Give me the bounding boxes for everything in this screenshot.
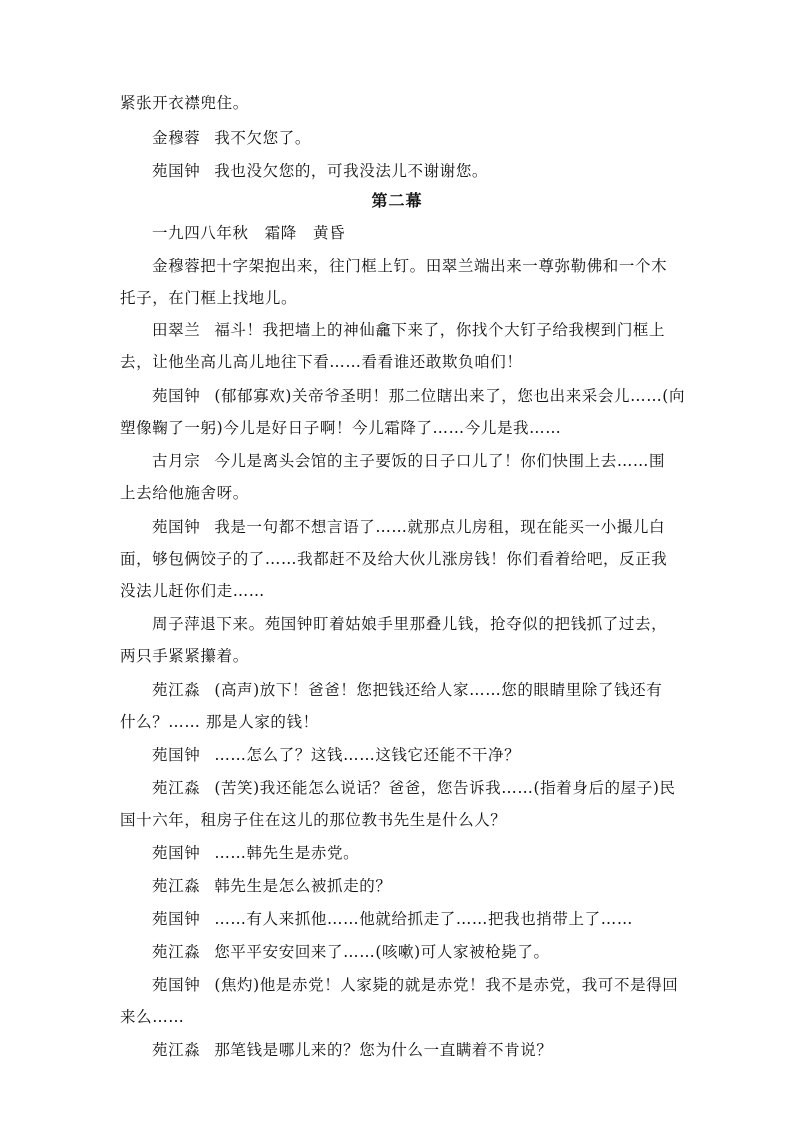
- dialogue-line: [0, 942, 794, 962]
- stage-direction: [0, 614, 794, 634]
- dialogue-line: [0, 712, 794, 732]
- narration-text: 紧张开衣襟兜住。: [120, 94, 249, 112]
- speaker-name: 苑国钟: [152, 844, 201, 862]
- dialogue-text: 我不欠您了。: [214, 129, 311, 147]
- dialogue-line: [0, 680, 794, 700]
- dialogue-line: [0, 451, 794, 471]
- dialogue-line: [0, 778, 794, 798]
- dialogue-text: 面，够包俩饺子的了……我都赶不及给大伙儿涨房钱！你们看着给吧，反正我: [120, 550, 668, 568]
- dialogue-text: 上去给他施舍呀。: [120, 484, 249, 502]
- speaker-name: 苑国钟: [152, 518, 201, 536]
- speaker-name: 苑江淼: [152, 943, 201, 961]
- dialogue-line: [0, 745, 794, 765]
- dialogue-line: [0, 161, 794, 181]
- speaker-name: 苑国钟: [152, 910, 201, 928]
- dialogue-text: 我是一句都不想言语了……就那点儿房租，现在能买一小撮儿白: [214, 518, 666, 536]
- speaker-name: 苑国钟: [152, 162, 201, 180]
- dialogue-text: ……韩先生是赤党。: [214, 844, 360, 862]
- dialogue-text: 今儿是离头会馆的主子要饭的日子口儿了！你们快围上去……围: [214, 452, 666, 470]
- text-line: [0, 93, 794, 113]
- dialogue-line: [0, 975, 794, 995]
- dialogue-text: 去，让他坐高儿高儿地往下看……看看谁还敢欺负咱们！: [120, 353, 523, 371]
- dialogue-line: [0, 1040, 794, 1060]
- scene-heading: 一九四八年秋 霜降 黄昏: [152, 224, 346, 242]
- dialogue-text: (郁郁寡欢)关帝爷圣明！那二位瞎出来了，您也出来采会儿……(向: [214, 387, 686, 405]
- dialogue-text: (焦灼)他是赤党！人家毙的就是赤党！我不是赤党，我可不是得回: [214, 976, 679, 994]
- speaker-name: 苑国钟: [152, 387, 201, 405]
- stage-direction-text: 两只手紧紧攥着。: [120, 647, 249, 665]
- dialogue-text: 没法儿赶你们走……: [120, 582, 265, 600]
- stage-direction: [0, 646, 794, 666]
- speaker-name: 田翠兰: [152, 321, 201, 339]
- dialogue-text: ……怎么了？这钱……这钱它还能不干净？: [214, 746, 521, 764]
- dialogue-text: 您平平安安回来了……(咳嗽)可人家被枪毙了。: [214, 943, 550, 961]
- dialogue-text: 塑像鞠了一躬)今儿是好日子啊！今儿霜降了……今儿是我……: [120, 419, 562, 437]
- dialogue-line: [0, 549, 794, 569]
- dialogue-line: [0, 581, 794, 601]
- dialogue-text: 我也没欠您的，可我没法儿不谢谢您。: [214, 162, 489, 180]
- dialogue-line: [0, 418, 794, 438]
- dialogue-line: [0, 352, 794, 372]
- speaker-name: 苑江淼: [152, 779, 201, 797]
- stage-direction: [0, 288, 794, 308]
- dialogue-line: [0, 483, 794, 503]
- speaker-name: 古月宗: [152, 452, 201, 470]
- act-title: 第二幕: [371, 191, 423, 210]
- dialogue-text: 什么？…… 那是人家的钱！: [120, 713, 319, 731]
- speaker-name: 苑江淼: [152, 681, 201, 699]
- dialogue-text: (苦笑)我还能怎么说话？爸爸，您告诉我……(指着身后的屋子)民: [214, 779, 676, 797]
- stage-direction-text: 托子，在门框上找地儿。: [120, 289, 298, 307]
- speaker-name: 苑国钟: [152, 976, 201, 994]
- dialogue-text: 那笔钱是哪儿来的？您为什么一直瞒着不肯说？: [214, 1041, 553, 1059]
- speaker-name: 苑江淼: [152, 1041, 201, 1059]
- stage-direction-text: 周子萍退下来。苑国钟盯着姑娘手里那叠儿钱，抢夺似的把钱抓了过去，: [152, 615, 668, 633]
- speaker-name: 苑国钟: [152, 746, 201, 764]
- dialogue-line: [0, 876, 794, 896]
- speaker-name: 金穆蓉: [152, 129, 201, 147]
- dialogue-text: 福斗！我把墙上的神仙龕下来了，你找个大钉子给我楔到门框上: [214, 321, 666, 339]
- dialogue-line: [0, 386, 794, 406]
- dialogue-line: [0, 1007, 794, 1027]
- dialogue-line: [0, 320, 794, 340]
- dialogue-text: ……有人来抓他……他就给抓走了……把我也捎带上了……: [214, 910, 633, 928]
- dialogue-text: 来么……: [120, 1008, 185, 1026]
- dialogue-line: [0, 909, 794, 929]
- dialogue-line: [0, 128, 794, 148]
- dialogue-line: [0, 843, 794, 863]
- dialogue-text: 韩先生是怎么被抓走的？: [214, 877, 392, 895]
- dialogue-text: (高声)放下！爸爸！您把钱还给人家……您的眼睛里除了钱还有: [214, 681, 663, 699]
- speaker-name: 苑江淼: [152, 877, 201, 895]
- dialogue-line: [0, 517, 794, 537]
- dialogue-line: [0, 810, 794, 830]
- dialogue-text: 国十六年，租房子住在这儿的那位教书先生是什么人？: [120, 811, 507, 829]
- stage-direction: [0, 256, 794, 276]
- stage-direction-text: 金穆蓉把十字架抱出来，往门框上钉。田翠兰端出来一尊弥勒佛和一个木: [152, 257, 668, 275]
